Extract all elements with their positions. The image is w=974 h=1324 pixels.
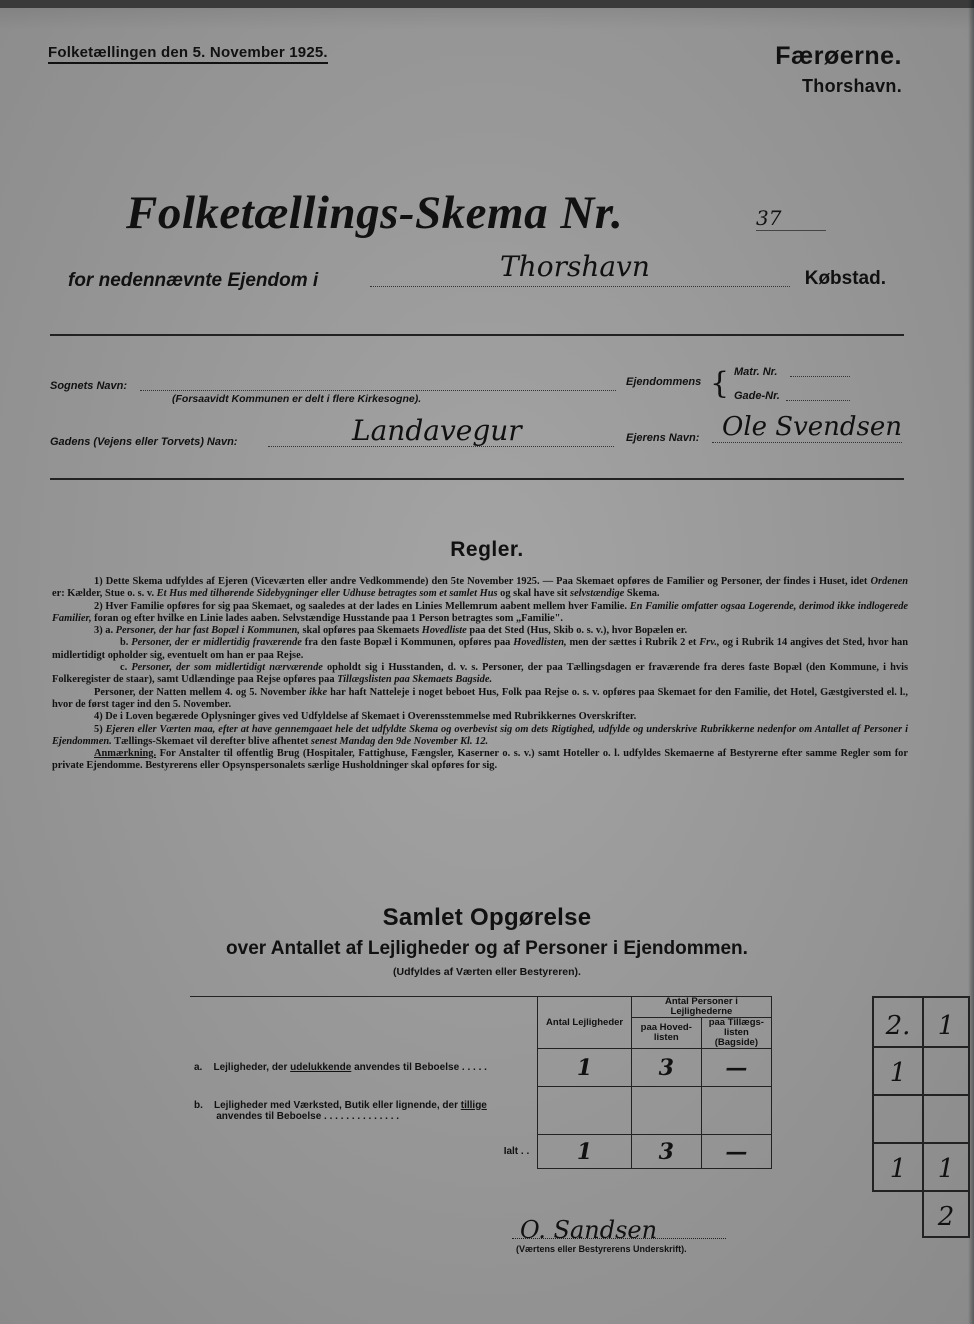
ejer-handwritten: Ole Svendsen [722, 412, 903, 442]
row-total-antal: 1 [538, 1135, 632, 1169]
rule-3d: Personer, der Natten mellem 4. og 5. November ikke har haft Natteleje i noget beboet Hus, Folk paa Rejse o. s. v. opføres paa Skemaet for den Familie, det Hotel, Gæstgiversted el. l., hvor de først tager ind den 5. November. [52, 686, 908, 710]
side-tally-grid [872, 996, 968, 1238]
rule-2: 2) Hver Familie opføres for sig paa Skemaet, og saaledes at der lades en Linies Mellemrum aabent mellem hver Familie. En Familie omfatter ogsaa Logerende, derimod ikke indlogerede Familier, foran og efter hvilke en Linie lades aaben. Selvstændige Husstande paa 1 Person betragtes som „Familie". [52, 600, 908, 624]
row-b-hoved [631, 1087, 701, 1135]
town-header: Thorshavn. [801, 76, 902, 96]
row-total-label: Ialt . . [190, 1135, 538, 1169]
signature-handwritten: O. Sandsen [520, 1216, 658, 1244]
scan-top-edge [0, 0, 974, 8]
rule-note: Anmærkning. For Anstalter til offentlig Brug (Hospitaler, Fattighuse, Fængsler, Kaserner o. s. v.) samt Hoteller o. l. udfyldes Skemaerne af Bestyrerne efter samme Regler som for private Ejendomme. Bestyrerens eller Opsynspersonalets særlige Husholdninger skal opføres for sig. [52, 748, 908, 772]
row-total-hoved: 3 [631, 1135, 701, 1169]
census-date-header: Folketællingen den 5. November 1925. [48, 44, 328, 64]
summary-heading: Samlet Opgørelse [382, 904, 592, 931]
form-number-line [756, 230, 826, 231]
rules-heading: Regler. [450, 538, 524, 561]
tally-r2c1: 1 [872, 1046, 924, 1096]
col-hovedlisten: paa Hoved-listen [631, 1018, 701, 1049]
matr-label: Matr. Nr. [734, 366, 778, 378]
gade-nr-line [786, 400, 850, 401]
summary-blank-header [190, 997, 538, 1049]
signature-label: (Værtens eller Bestyrerens Underskrift). [516, 1244, 687, 1254]
summary-note: (Udfyldes af Værten eller Bestyreren). [393, 966, 581, 978]
gade-nr-label: Gade-Nr. [734, 390, 780, 402]
form-title: Folketællings-Skema Nr. [126, 187, 624, 239]
gade-handwritten: Landavegur [352, 414, 522, 447]
row-a-tillaeg: — [701, 1049, 771, 1087]
rule-3a: 3) a. Personer, der har fast Bopæl i Kommunen, skal opføres paa Skemaets Hovedliste paa det Sted (Hus, Skib o. s. v.), hvor Bopælen er. [94, 625, 688, 637]
tally-r1c2: 1 [922, 996, 970, 1048]
tally-r3c1 [872, 1094, 924, 1144]
row-a-hoved: 3 [631, 1049, 701, 1087]
divider-fields [50, 478, 904, 480]
tally-r2c2 [922, 1046, 970, 1096]
col-tillaegslisten: paa Tillægs-listen (Bagside) [701, 1018, 771, 1049]
summary-subheading: over Antallet af Lejligheder og af Personer i Ejendommen. [226, 938, 748, 959]
col-antal-personer: Antal Personer i Lejlighederne [631, 997, 771, 1018]
rules-text [52, 576, 908, 773]
tally-r4c2: 1 [922, 1142, 970, 1192]
row-a-label: a. Lejligheder, der udelukkende anvendes til Beboelse . . . . . [190, 1049, 538, 1087]
town-handwritten: Thorshavn [500, 250, 650, 283]
sogn-line [140, 390, 616, 391]
country-header: Færøerne. [775, 42, 902, 70]
kobstad-label: Købstad. [804, 268, 886, 289]
tally-r1c1: 2. [872, 996, 924, 1048]
ejer-line [712, 442, 902, 443]
divider-top [50, 334, 904, 336]
town-line [370, 286, 790, 287]
form-subtitle: for nedennævnte Ejendom i [68, 270, 319, 291]
ejendom-brace: { [710, 366, 730, 401]
rule-1: 1) Dette Skema udfyldes af Ejeren (Viceværten eller andre Vedkommende) den 5te November 1925. — Paa Skemaet opføres de Familier og Personer, der findes i Huset, idet Ordenen er: Kælder, Stue o. s. v. Et Hus med tilhørende Sidebygninger eller Udhuse betragtes som et samlet Hus og skal have sit selvstændige Skema. [52, 576, 908, 600]
form-number-handwritten: 37 [756, 206, 782, 230]
sogn-label: Sognets Navn: [50, 380, 128, 392]
rule-3c: c. Personer, der som midlertidigt nærværende opholdt sig i Husstanden, d. v. s. Personer, der paa Tællingsdagen er fraværende fra deres faste Bopæl (den Kommune, i hvis Folkeregister de staar), samt Udlændinge paa Rejse opføres paa Tillægslisten paa Skemaets Bagside. [52, 662, 908, 686]
sogn-note: (Forsaavidt Kommunen er delt i flere Kirkesogne). [172, 393, 422, 405]
gade-label: Gadens (Vejens eller Torvets) Navn: [50, 436, 238, 448]
ejendom-label: Ejendommens [626, 376, 702, 388]
row-b-antal [538, 1087, 632, 1135]
rule-3b: b. Personer, der er midlertidig fraværende fra den faste Bopæl i Kommunen, opføres paa Hovedlisten, men der sættes i Rubrik 2 et Frv., og i Rubrik 14 angives det Sted, hvor han midlertidigt opholder sig, eventuelt om han er paa Rejse. [52, 637, 908, 661]
tally-r3c2 [922, 1094, 970, 1144]
tally-r4c1: 1 [872, 1142, 924, 1192]
col-antal-lejligheder: Antal Lejligheder [538, 997, 632, 1049]
matr-line [790, 376, 850, 377]
signature-line [512, 1238, 726, 1239]
row-total-tillaeg: — [701, 1135, 771, 1169]
row-a-antal: 1 [538, 1049, 632, 1087]
ejer-label: Ejerens Navn: [626, 432, 700, 444]
row-b-label: b. Lejligheder med Værksted, Butik eller lignende, der tillige anvendes til Beboelse . . . . . . . . . . . . . . [190, 1087, 538, 1135]
row-b-tillaeg [701, 1087, 771, 1135]
tally-r5c2: 2 [922, 1190, 970, 1238]
summary-table [190, 996, 772, 1169]
rule-5: 5) Ejeren eller Værten maa, efter at have gennemgaaet hele det udfyldte Skema og overbevist sig om dets Rigtighed, udfylde og underskrive Rubrikkerne nedenfor om Antallet af Personer i Ejendommen. Tællings-Skemaet vil derefter blive afhentet senest Mandag den 9de November Kl. 12. [52, 723, 908, 747]
rule-4: 4) De i Loven begærede Oplysninger gives ved Udfyldelse af Skemaet i Overensstemmelse med Rubrikkernes Overskrifter. [94, 711, 637, 723]
